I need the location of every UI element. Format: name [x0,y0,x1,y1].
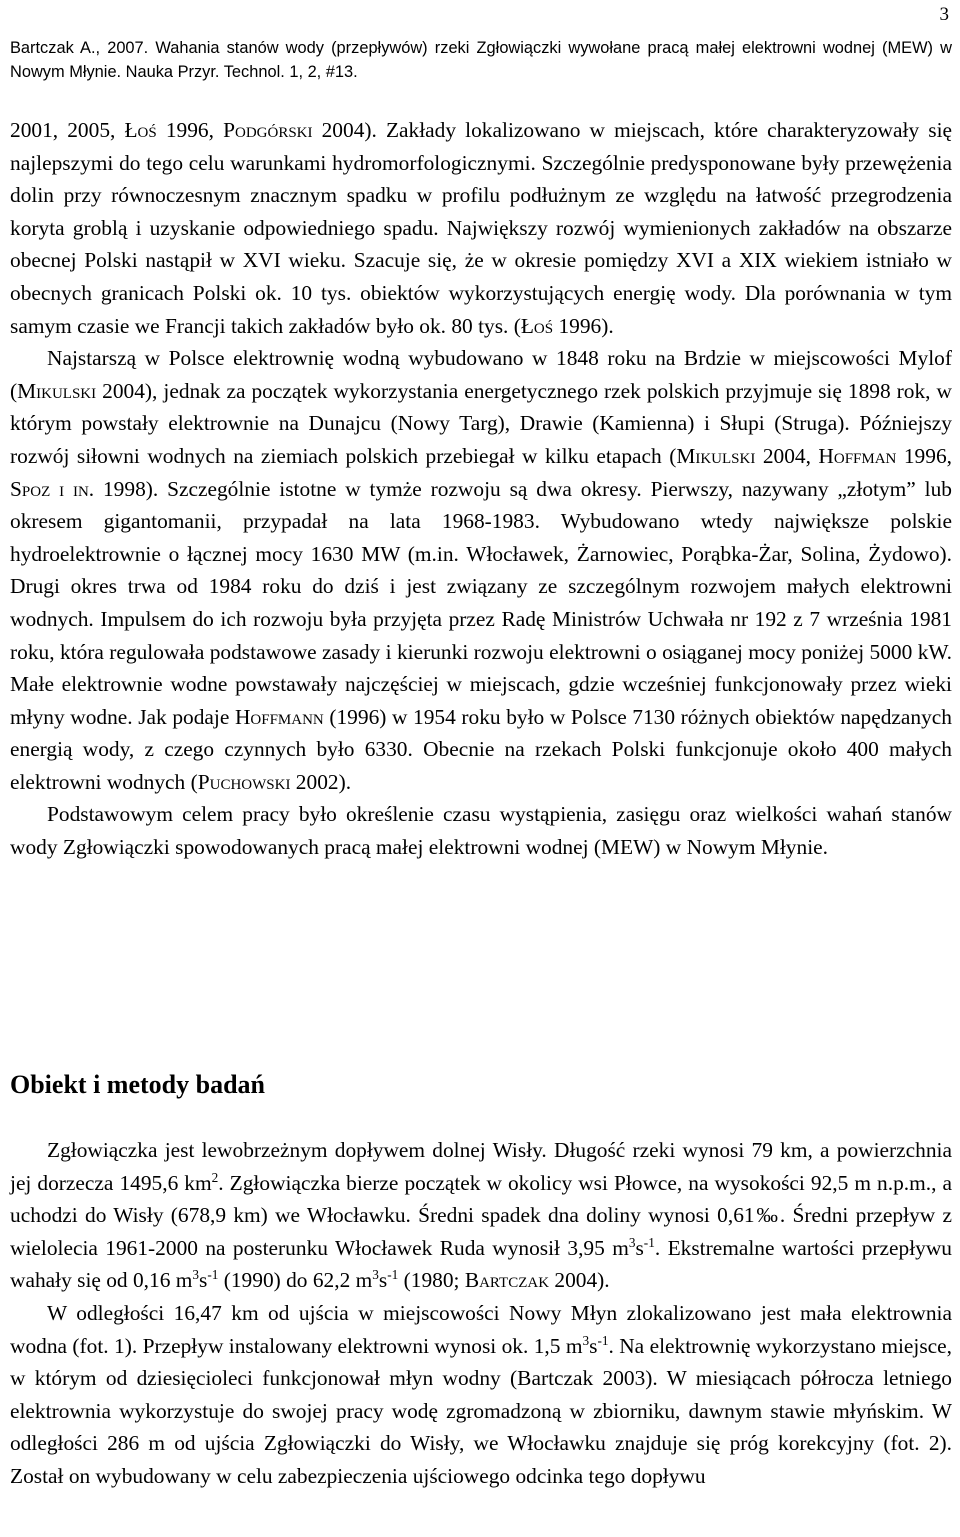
section-heading: Obiekt i metody badań [10,1070,265,1099]
page-number: 3 [939,4,949,25]
paragraph-power-plant: W odległości 16,47 km od ujścia w miejscowości Nowy Młyn zlokalizowano jest mała elektrownia wodna (fot. 1). Przepływ instalowany elektrowni wynosi ok. 1,5 $m^3s^{-1}$. Na elektrownię wykorzystano miejsce, w którym od dziesięcioleci funkcjonował młyn wodny (Bartczak 2003). W miesiącach półrocza letniego elektrownia wykorzystuje do swojej pracy wodę zgromadzoną w zbiorniku, dawnym stawie młyńskim. W odległości 286 m od ujścia Zgłowiączki do Wisły, we Włocławku znajduje się próg korekcyjny (fot. 2). Został on wybudowany w celu zabezpieczenia ujściowego odcinka tego dopływu [10,1300,952,1488]
methods-section [10,1134,952,1493]
intro-section [10,114,952,864]
paragraph-history: Najstarszą w Polsce elektrownię wodną wybudowano w 1848 roku na Brdzie w miejscowości Mylof (Mikulski 2004), jednak za początek wykorzystania energetycznego rzek polskich przyjmuje się 1898 rok, w którym powstały elektrownie na Dunajcu (Nowy Targ), Drawie (Kamienna) i Słupi (Struga). Późniejszy rozwój siłowni wodnych na ziemiach polskich przebiegał w kilku etapach (Mikulski 2004, Hoffman 1996, Spoz i in. 1998). Szczególnie istotne w tymże rozwoju są dwa okresy. Pierwszy, nazywany „złotym” lub okresem gigantomanii, przypadał na lata 1968-1983. Wybudowano wtedy największe polskie hydroelektrownie o łącznej mocy 1630 MW (m.in. Włocławek, Żarnowiec, Porąbka-Żar, Solina, Żydowo). Drugi okres trwa od 1984 roku do dziś i jest związany ze szczególnym rozwojem małych elektrowni wodnych. Impulsem do ich rozwoju była przyjęta przez Radę Ministrów Uchwała nr 192 z 7 września 1981 roku, która regulowała podstawowe zasady i kierunki rozwoju elektrowni o osiąganej mocy poniżej 5000 kW. Małe elektrownie wodne powstawały najczęściej w miejscach, gdzie wcześniej funkcjonowały przez wieki młyny wodne. Jak podaje Hoffmann (1996) w 1954 roku było w Polsce 7130 różnych obiektów napędzanych energią wody, z czego czynnych było 6330. Obecnie na rzekach Polski funkcjonuje około 400 małych elektrowni wodnych (Puchowski 2002). [10,346,952,794]
author-citation: Spoz i in. [10,476,95,501]
author-citation: Podgórski [223,118,313,142]
author-citation: Puchowski [197,769,291,794]
author-citation: Mikulski [17,378,97,403]
author-citation: Hoffman [818,443,897,468]
author-citation: Hoffmann [234,704,324,729]
paragraph-river: Zgłowiączka jest lewobrzeżnym dopływem dolnej Wisły. Długość rzeki wynosi 79 km, a powierzchnia jej dorzecza 1495,6 $km^2$. Zgłowiączka bierze początek w okolicy wsi Płowce, na wysokości 92,5 m n.p.m., a uchodzi do Wisły (678,9 km) we Włocławku. Średni spadek dna doliny wynosi 0,61‰. Średni przepływ z wielolecia 1961-2000 na posterunku Włocławek Ruda wynosił 3,95 $m^3s^{-1}$. Ekstremalne wartości przepływu wahały się od 0,16 $m^3s^{-1}$ (1990) do 62,2 $m^3s^{-1}$ (1980; Bartczak 2004). [10,1138,952,1293]
author-citation: Mikulski [676,443,756,468]
author-citation: Łoś [124,118,157,142]
author-citation: Łoś [520,313,554,338]
paragraph-continued: 2001, 2005, Łoś 1996, Podgórski 2004). Zakłady lokalizowano w miejscach, które charakteryzowały się najlepszymi do tego celu warunkami hydromorfologicznymi. Szczególnie predysponowane były przewężenia dolin przy równoczesnym znacznym spadku w profilu podłużnym ze względu na łatwość przegrodzenia koryta groblą i uzyskanie odpowiedniego spadu. Największy rozwój wymienionych zakładów na obszarze obecnej Polski nastąpił w XVI wieku. Szacuje się, że w okresie pomiędzy XVI a XIX wiekiem istniało w obecnych granicach Polski ok. 10 tys. obiektów wykorzystujących energię wody. Dla porównania w tym samym czasie we Francji takich zakładów było ok. 80 tys. (Łoś 1996). [10,118,953,338]
running-header: Bartczak A., 2007. Wahania stanów wody (przepływów) rzeki Zgłowiączki wywołane pracą małej elektrowni wodnej (MEW) w Nowym Młynie. Nauka Przyr. Technol. 1, 2, #13. [10,39,952,81]
author-citation: Bartczak [464,1268,550,1293]
paragraph-aim: Podstawowym celem pracy było określenie czasu wystąpienia, zasięgu oraz wielkości wahań stanów wody Zgłowiączki spowodowanych pracą małej elektrowni wodnej (MEW) w Nowym Młynie. [10,802,952,860]
